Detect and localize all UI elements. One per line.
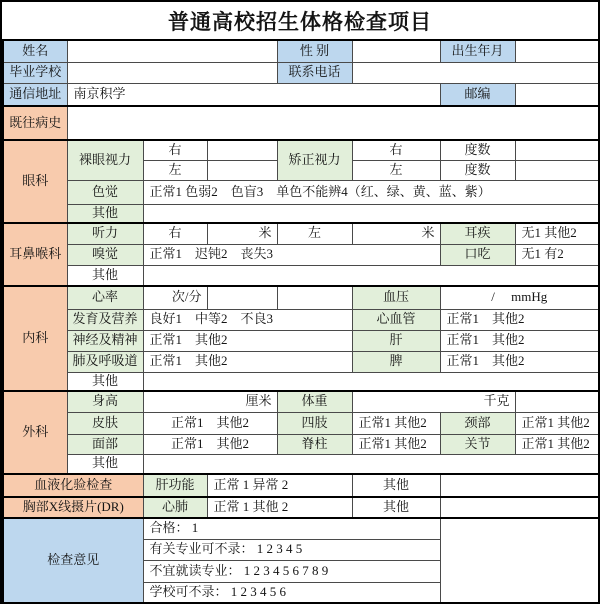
name-input[interactable] <box>67 40 277 62</box>
height-input[interactable]: 厘米 <box>143 391 277 412</box>
exam-form-table <box>2 39 600 604</box>
surgery-section-label: 外科 <box>3 391 67 474</box>
height-label: 身高 <box>67 391 143 412</box>
stutter-options: 无1 有2 <box>515 244 599 265</box>
limbs-label: 四肢 <box>277 412 352 434</box>
postcode-label: 邮编 <box>440 83 515 106</box>
opinion-section-label: 检查意见 <box>3 518 143 603</box>
eye-section-label: 眼科 <box>3 140 67 223</box>
spleen-label: 脾 <box>352 351 440 372</box>
naked-left-input[interactable] <box>207 160 277 180</box>
corrected-vision-label: 矫正视力 <box>277 140 352 180</box>
smell-options: 正常1 迟钝2 丧失3 <box>143 244 440 265</box>
phone-input[interactable] <box>352 62 599 83</box>
nerve-options: 正常1 其他2 <box>143 330 352 351</box>
birthdate-label: 出生年月 <box>440 40 515 62</box>
smell-label: 嗅觉 <box>67 244 143 265</box>
ent-section-label: 耳鼻喉科 <box>3 223 67 286</box>
liver-function-options: 正常 1 异常 2 <box>207 474 352 497</box>
opinion-unsuitable-major: 不宜就读专业： 1 2 3 4 5 6 7 8 9 <box>143 560 440 582</box>
joints-label: 关节 <box>440 434 515 454</box>
heart-lung-label: 心肺 <box>143 497 207 518</box>
blood-other-label: 其他 <box>352 474 440 497</box>
xray-other-label: 其他 <box>352 497 440 518</box>
degree-left-input[interactable] <box>515 160 599 180</box>
development-options: 良好1 中等2 不良3 <box>143 309 352 330</box>
cardiovascular-label: 心血管 <box>352 309 440 330</box>
opinion-major-restricted: 有关专业可不录： 1 2 3 4 5 <box>143 539 440 560</box>
phone-label: 联系电话 <box>277 62 352 83</box>
address-label: 通信地址 <box>3 83 67 106</box>
xray-section-label: 胸部X线摄片(DR) <box>3 497 143 518</box>
opinion-qualified: 合格： 1 <box>143 518 440 539</box>
naked-right-label: 右 <box>143 140 207 160</box>
blood-pressure-label: 血压 <box>352 286 440 309</box>
degree-right-label: 度数 <box>440 140 515 160</box>
limbs-options: 正常1 其他2 <box>352 412 440 434</box>
face-label: 面部 <box>67 434 143 454</box>
name-label: 姓名 <box>3 40 67 62</box>
weight-label: 体重 <box>277 391 352 412</box>
spine-options: 正常1 其他2 <box>352 434 440 454</box>
address-value[interactable]: 南京积学 <box>67 83 440 106</box>
xray-other-input[interactable] <box>440 497 599 518</box>
heart-rate-input[interactable] <box>207 286 277 309</box>
liver-options: 正常1 其他2 <box>440 330 599 351</box>
spleen-options: 正常1 其他2 <box>440 351 599 372</box>
degree-right-input[interactable] <box>515 140 599 160</box>
opinion-result-input[interactable] <box>440 518 599 603</box>
liver-function-label: 肝功能 <box>143 474 207 497</box>
history-input[interactable] <box>67 106 599 140</box>
weight-input[interactable]: 千克 <box>352 391 515 412</box>
page-title: 普通高校招生体格检查项目 <box>168 9 432 34</box>
naked-right-input[interactable] <box>207 140 277 160</box>
blood-test-section-label: 血液化验检查 <box>3 474 143 497</box>
color-vision-options: 正常1 色弱2 色盲3 单色不能辨4（红、绿、黄、蓝、紫） <box>143 180 599 204</box>
ent-other-input[interactable] <box>143 265 599 286</box>
naked-vision-label: 裸眼视力 <box>67 140 143 180</box>
opinion-school-restricted: 学校可不录： 1 2 3 4 5 6 <box>143 582 440 603</box>
corrected-left-label: 左 <box>352 160 440 180</box>
face-options: 正常1 其他2 <box>143 434 277 454</box>
gender-input[interactable] <box>352 40 440 62</box>
history-label: 既往病史 <box>3 106 67 140</box>
neck-options: 正常1 其他2 <box>515 412 599 434</box>
lung-options: 正常1 其他2 <box>143 351 352 372</box>
birthdate-input[interactable] <box>515 40 599 62</box>
eye-other-label: 其他 <box>67 204 143 223</box>
corrected-right-label: 右 <box>352 140 440 160</box>
heart-rate-unit: 次/分 <box>143 286 207 309</box>
skin-options: 正常1 其他2 <box>143 412 277 434</box>
heart-lung-options: 正常 1 其他 2 <box>207 497 352 518</box>
hearing-left-label: 左 <box>277 223 352 244</box>
ear-disease-options: 无1 其他2 <box>515 223 599 244</box>
degree-left-label: 度数 <box>440 160 515 180</box>
school-input[interactable] <box>67 62 277 83</box>
joints-options: 正常1 其他2 <box>515 434 599 454</box>
surgery-other-label: 其他 <box>67 454 143 474</box>
postcode-input[interactable] <box>515 83 599 106</box>
gender-label: 性 别 <box>277 40 352 62</box>
internal-other-input[interactable] <box>143 372 599 391</box>
blood-pressure-input[interactable]: / mmHg <box>440 286 599 309</box>
color-vision-label: 色觉 <box>67 180 143 204</box>
internal-section-label: 内科 <box>3 286 67 391</box>
hearing-right-input[interactable]: 米 <box>207 223 277 244</box>
neck-label: 颈部 <box>440 412 515 434</box>
hearing-right-label: 右 <box>143 223 207 244</box>
heart-rate-label: 心率 <box>67 286 143 309</box>
hearing-left-input[interactable]: 米 <box>352 223 440 244</box>
internal-empty-input[interactable] <box>277 286 352 309</box>
school-label: 毕业学校 <box>3 62 67 83</box>
blood-other-input[interactable] <box>440 474 599 497</box>
surgery-other-input[interactable] <box>143 454 599 474</box>
ent-other-label: 其他 <box>67 265 143 286</box>
internal-other-label: 其他 <box>67 372 143 391</box>
ear-disease-label: 耳疾 <box>440 223 515 244</box>
development-label: 发育及营养 <box>67 309 143 330</box>
lung-label: 肺及呼吸道 <box>67 351 143 372</box>
eye-other-input[interactable] <box>143 204 599 223</box>
stutter-label: 口吃 <box>440 244 515 265</box>
skin-label: 皮肤 <box>67 412 143 434</box>
spine-label: 脊柱 <box>277 434 352 454</box>
surgery-empty-input[interactable] <box>515 391 599 412</box>
cardiovascular-options: 正常1 其他2 <box>440 309 599 330</box>
hearing-label: 听力 <box>67 223 143 244</box>
naked-left-label: 左 <box>143 160 207 180</box>
nerve-label: 神经及精神 <box>67 330 143 351</box>
liver-label: 肝 <box>352 330 440 351</box>
